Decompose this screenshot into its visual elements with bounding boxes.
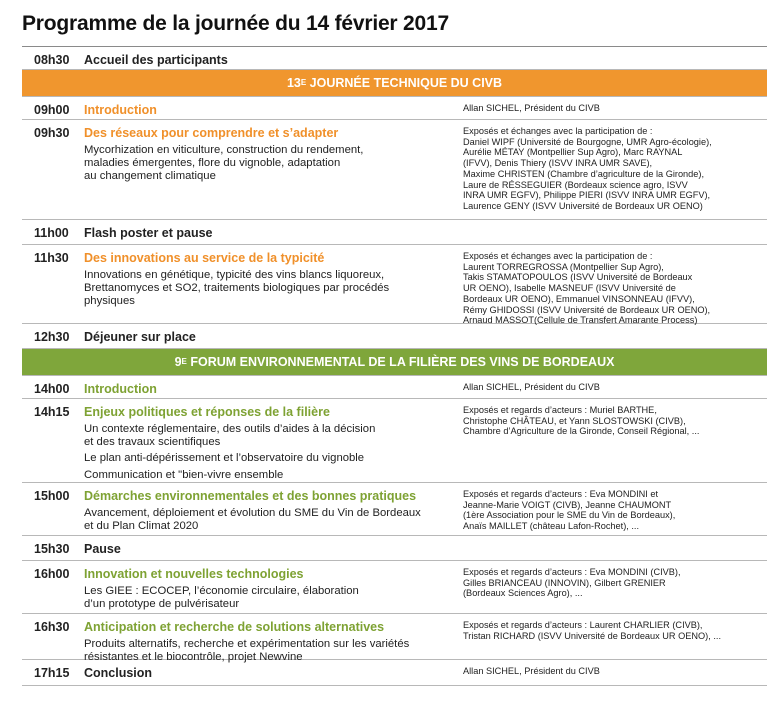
session-time: 16h30 [34,620,70,634]
schedule-row [22,97,767,120]
session-speakers [463,666,763,677]
description-line: Le plan anti-dépérissement et l’observatoire du vignoble [84,452,365,465]
description-line: Produits alternatifs, recherche et expérimentation sur les variétés [84,638,410,650]
speaker-line: Exposés et échanges avec la participation de : [463,126,653,136]
speaker-line: Bordeaux UR OENO), Emmanuel VINSONNEAU (IFVV), [463,293,695,304]
session-description [84,507,454,533]
speaker-line: Laurent TORREGROSSA (Montpellier Sup Agro), [463,261,664,272]
schedule-row [22,376,767,399]
speaker-line: Takis STAMATOPOULOS (ISVV Université de Bordeaux [463,272,693,283]
speaker-line: Chambre d’Agriculture de la Gironde, Conseil Régional, ... [463,426,700,437]
page-title: Programme de la journée du 14 février 2017 [22,12,449,35]
speaker-line: Allan SICHEL, Président du CIVB [463,666,600,676]
session-time: 08h30 [34,53,70,67]
session-title: Introduction [84,103,157,117]
session-title: Introduction [84,382,157,396]
speaker-line: Exposés et regards d’acteurs : Eva MONDINI (CIVB), [463,567,681,577]
session-description [84,423,454,482]
session-speakers [463,251,763,326]
schedule-row [22,120,767,220]
speaker-line: Allan SICHEL, Président du CIVB [463,103,600,113]
schedule-row [22,47,767,70]
schedule-row [22,614,767,664]
session-time: 15h30 [34,542,70,556]
speaker-line: (Bordeaux Sciences Agro), ... [463,588,583,599]
speaker-line: Tristan RICHARD (ISVV Université de Bordeaux UR OENO), ... [463,630,721,641]
speaker-line: (1ère Association pour le SME du Vin de Bordeaux), [463,510,676,521]
schedule-row [22,399,767,483]
description-line: d’un prototype de pulvérisateur [84,598,240,611]
schedule-row [22,245,767,324]
description-line: au changement climatique [84,170,216,183]
banner-number: 13 [286,76,301,90]
session-time: 09h30 [34,126,70,140]
speaker-line: Exposés et regards d’acteurs : Laurent CHARLIER (CIVB), [463,620,703,630]
banner-text: JOURNÉE TECHNIQUE DU CIVB [306,76,503,90]
session-title: Démarches environnementales et des bonnes pratiques [84,489,417,503]
session-title: Accueil des participants [84,53,228,67]
banner-text: FORUM ENVIRONNEMENTAL DE LA FILIÈRE DES VINS DE BORDEAUX [186,355,615,369]
speaker-line: Laurence GENY (ISVV Université de Bordeaux UR OENO) [463,200,703,211]
session-description [84,269,454,309]
session-title: Innovation et nouvelles technologies [84,567,304,581]
session-time: 14h15 [34,405,70,419]
session-title: Pause [84,542,121,556]
session-time: 11h30 [34,251,69,265]
session-speakers [463,489,763,532]
speaker-line: Maxime CHRISTEN (Chambre d’agriculture de la Gironde), [463,168,704,179]
description-line: Les GIEE : ECOCEP, l’économie circulaire, élaboration [84,585,359,597]
banner-number: 9 [174,355,182,369]
speaker-line: Exposés et regards d’acteurs : Eva MONDINI et [463,489,659,499]
speaker-line: Daniel WIPF (Université de Bourgogne, UMR Agro-écologie), [463,136,712,147]
session-title: Enjeux politiques et réponses de la filière [84,405,330,419]
description-line: Communication et "bien-vivre ensemble [84,468,284,481]
description-line: et des travaux scientifiques [84,436,221,449]
speaker-line: Anaïs MAILLET (château Lafon-Rochet), ... [463,521,640,532]
session-time: 14h00 [34,382,70,396]
speaker-line: Arnaud MASSOT(Cellule de Transfert Amarante Process) [463,315,698,326]
schedule-table [22,46,767,686]
session-speakers [463,567,763,599]
speaker-line: Aurélie MÉTAY (Montpellier Sup Agro), Marc RAYNAL [463,147,683,158]
speaker-line: Gilles BRIANCEAU (INNOVIN), Gilbert GRENIER [463,577,666,588]
schedule-row [22,220,767,245]
description-line: physiques [84,295,135,308]
speaker-line: Christophe CHÂTEAU, et Yann SLOSTOWSKI (CIVB), [463,415,686,426]
description-line: et du Plan Climat 2020 [84,520,199,533]
session-title: Flash poster et pause [84,226,213,240]
schedule-row [22,483,767,536]
session-title: Conclusion [84,666,153,680]
session-description [84,585,454,611]
session-time: 12h30 [34,330,70,344]
session-title: Anticipation et recherche de solutions alternatives [84,620,385,634]
speaker-line: UR OENO), Isabelle MASNEUF (ISVV Université de [463,283,676,294]
speaker-line: Laure de RÉSSEGUIER (Bordeaux science agro, ISVV [463,179,688,190]
schedule-row [22,536,767,561]
speaker-line: Exposés et échanges avec la participation de : [463,251,653,261]
session-title: Des innovations au service de la typicité [84,251,325,265]
speaker-line: Allan SICHEL, Président du CIVB [463,382,600,392]
speaker-line: Rémy GHIDOSSI (ISVV Université de Bordeaux UR OENO), [463,304,711,315]
description-line: résistantes et le biocontrôle, projet Newvine [84,651,303,664]
description-line: Un contexte réglementaire, des outils d’aides à la décision [84,423,376,435]
description-line: Avancement, déploiement et évolution du SME du Vin de Bordeaux [84,507,421,519]
speaker-line: Exposés et regards d’acteurs : Muriel BARTHE, [463,405,657,415]
session-description [84,144,454,184]
schedule-row [22,660,767,686]
session-time: 16h00 [34,567,70,581]
section-banner: 9 E FORUM ENVIRONNEMENTAL DE LA FILIÈRE DES VINS DE BORDEAUX [22,349,767,376]
session-time: 17h15 [34,666,70,680]
session-time: 11h00 [34,226,69,240]
session-speakers [463,405,763,437]
session-speakers [463,126,763,212]
speaker-line: (IFVV), Denis Thiery (ISVV INRA UMR SAVE), [463,158,653,169]
session-speakers [463,382,763,393]
speaker-line: INRA UMR EGFV), Philippe PIERI (ISVV INRA UMR EGFV), [463,190,711,201]
section-banner: 13 E JOURNÉE TECHNIQUE DU CIVB [22,70,767,97]
speaker-line: Jeanne-Marie VOIGT (CIVB), Jeanne CHAUMONT [463,499,672,510]
session-speakers [463,620,763,641]
schedule-row [22,561,767,614]
session-time: 09h00 [34,103,70,117]
session-time: 15h00 [34,489,70,503]
session-title: Déjeuner sur place [84,330,196,344]
session-speakers [463,103,763,114]
description-line: maladies émergentes, flore du vignoble, adaptation [84,157,341,170]
description-line: Mycorhization en viticulture, construction du rendement, [84,144,364,156]
schedule-row [22,324,767,349]
description-line: Brettanomyces et SO2, traitements biologiques par procédés [84,282,390,295]
session-title: Des réseaux pour comprendre et s’adapter [84,126,339,140]
description-line: Innovations en génétique, typicité des vins blancs liquoreux, [84,269,385,281]
